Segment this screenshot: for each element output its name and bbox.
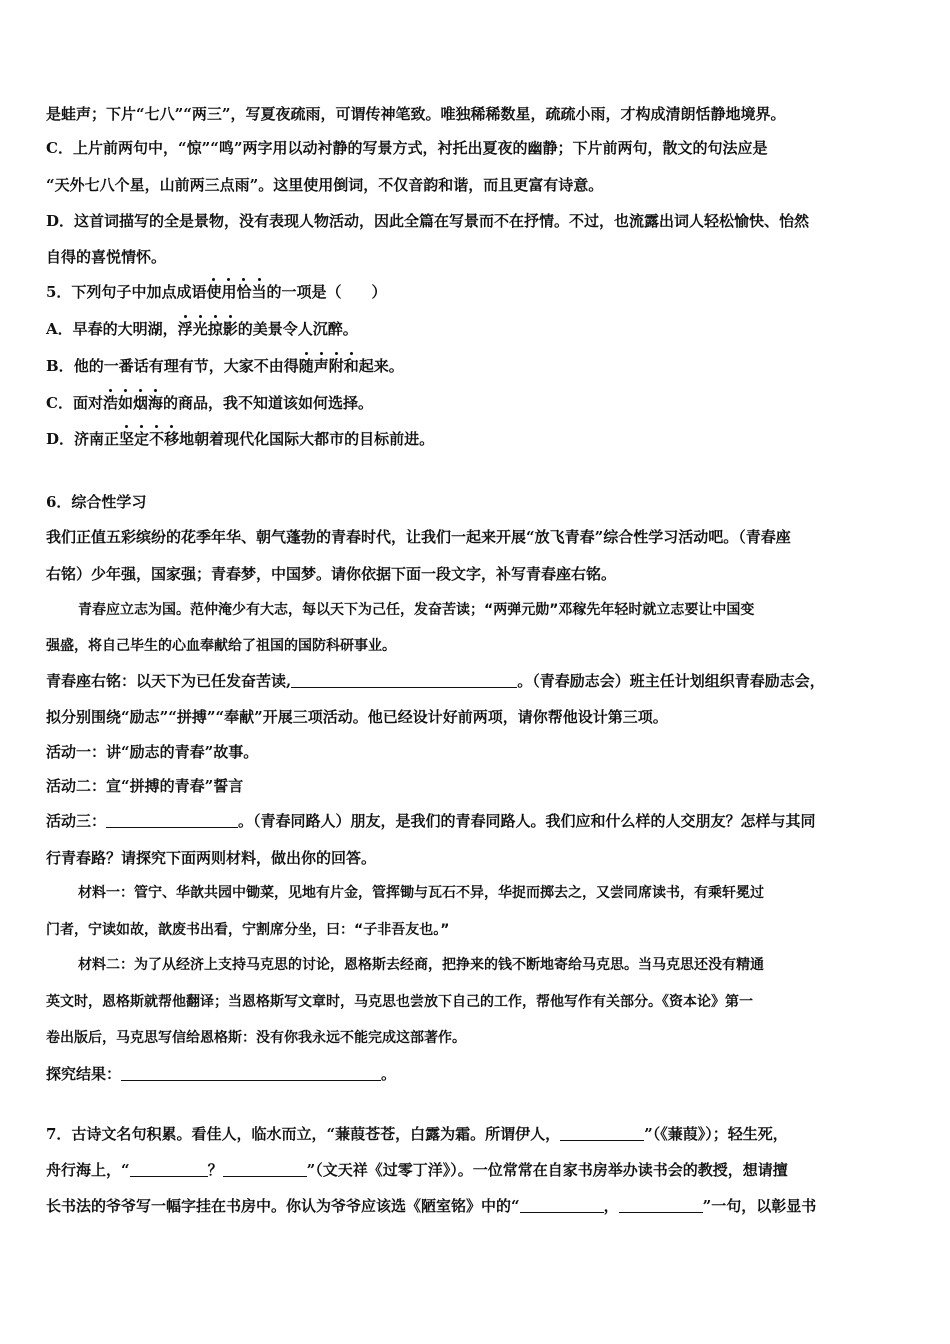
q7-blank-2[interactable] (130, 1160, 208, 1177)
dotted-character: 不 (149, 430, 165, 448)
q6-passage: 青春应立志为国。范仲淹少有大志，每以天下为己任，发奋苦读；“两弹元勋”邓稼先年轻时就立志要让中国变 (78, 602, 755, 618)
q7-text: ？ (207, 1161, 223, 1179)
q6-material-2-continued: 英文时，恩格斯就帮他翻译；当恩格斯写文章时，马克思也尝放下自己的工作，帮他写作有关部分。《资本论》第一 (46, 994, 753, 1010)
q5-stem (46, 282, 906, 302)
dotted-character: 附 (328, 357, 344, 375)
q6-material-1: 材料一：管宁、华歆共园中锄菜，见地有片金，管挥锄与瓦石不异，华捉而掷去之，又尝同席读书，有乘轩冕过 (78, 885, 764, 901)
option-text: 这首词描写的全是景物，没有表现人物活动，因此全篇在写景而不在抒情。不过，也流露出词人轻松愉快、怡然 (74, 212, 810, 230)
q5-option-d (46, 429, 906, 449)
dotted-idiom (103, 394, 163, 412)
q6-activity-3-continued: 行青春路？请探究下面两则材料，做出你的回答。 (46, 849, 377, 867)
q7-text: 舟行海上，“ (46, 1161, 130, 1179)
q4-option-d-continued: 自得的喜悦情怀。 (46, 248, 167, 266)
dotted-character: 恰 (236, 283, 252, 301)
q7-text: 7．古诗文名句积累。看佳人，临水而立，“蒹葭苍苍，白露为霜。所谓伊人， (46, 1125, 561, 1143)
activity-text: 。（青春同路人）朋友，是我们的青春同路人。我们应和什么样的人交朋友？怎样与其同 (238, 812, 816, 830)
dotted-character: 移 (164, 430, 180, 448)
dotted-character: 使 (206, 283, 222, 301)
q7-blank-4[interactable] (520, 1196, 604, 1213)
dotted-character: 光 (192, 320, 208, 338)
q5-stem-text: 5．下列句子中加点成语 (46, 283, 207, 301)
q7-text: ”（文天祥《过零丁洋》）。一位常常在自家书房举办读书会的教授，想请擅 (306, 1161, 788, 1179)
q5-option-b (46, 356, 906, 376)
q4-option-c (46, 138, 906, 158)
option-text: 上片前两句中，“惊”“鸣”两字用以动衬静的写景方式，衬托出夏夜的幽静；下片前两句，散文的句法应是 (72, 139, 768, 157)
option-text: 济南正 (74, 430, 120, 448)
q6-activity-1: 活动一：讲“励志的青春”故事。 (46, 743, 259, 761)
q6-material-2-end: 卷出版后，马克思写信给恩格斯：没有你我永远不能完成这部著作。 (46, 1030, 466, 1046)
dotted-character: 定 (134, 430, 150, 448)
q6-result-line (46, 1064, 906, 1084)
option-text: 面对 (72, 394, 103, 412)
dotted-character: 海 (148, 394, 164, 412)
motto-text: 青春座右铭：以天下为已任发奋苦读, (46, 672, 292, 690)
q7-text: ， (603, 1197, 619, 1215)
q7-blank-1[interactable] (560, 1124, 644, 1141)
dotted-character: 和 (343, 357, 359, 375)
option-label: C． (46, 139, 73, 157)
dotted-character: 坚 (119, 430, 135, 448)
dotted-character: 掠 (207, 320, 223, 338)
q6-activity-3 (46, 811, 906, 831)
dotted-character: 影 (222, 320, 238, 338)
option-text: 他的一番话有理有节，大家不由得 (73, 357, 299, 375)
q7-line-1 (46, 1124, 906, 1144)
q7-text: 长书法的爷爷写一幅字挂在书房中。你认为爷爷应该选《陋室铭》中的“ (46, 1197, 520, 1215)
dotted-idiom (299, 357, 359, 375)
result-label: 探究结果： (46, 1065, 122, 1083)
q6-intro: 我们正值五彩缤纷的花季年华、朝气蓬勃的青春时代，让我们一起来开展“放飞青春”综合性学习活动吧。（青春座 (46, 528, 791, 546)
option-text-end: 地朝着现代化国际大都市的目标前进。 (179, 430, 435, 448)
q7-blank-5[interactable] (619, 1196, 703, 1213)
q6-intro-continued: 右铭）少年强，国家强；青春梦，中国梦。请你依据下面一段文字，补写青春座右铭。 (46, 565, 617, 583)
q5-stem-text-end: 的一项是（ ） (266, 283, 387, 301)
activity-3-answer-blank[interactable] (106, 811, 238, 828)
q6-material-2: 材料二：为了从经济上支持马克思的讨论，恩格斯去经商，把挣来的钱不断地寄给马克思。当马克思还没有精通 (78, 957, 764, 973)
q6-plan: 拟分别围绕“励志”“拼搏”“奉献”开展三项活动。他已经设计好前两项，请你帮他设计第三项。 (46, 708, 668, 726)
q7-text: ”（《蒹葭》）；轻生死， (644, 1125, 788, 1143)
q6-motto-line (46, 671, 906, 691)
emphasis-dots (206, 283, 266, 301)
dotted-character: 烟 (133, 394, 149, 412)
q6-title: 6．综合性学习 (46, 493, 147, 511)
option-text-end: 起来。 (358, 357, 404, 375)
result-answer-blank[interactable] (121, 1064, 381, 1081)
q5-option-a (46, 319, 906, 339)
q7-text: ”一句，以彰显书 (702, 1197, 817, 1215)
q7-line-3 (46, 1196, 906, 1216)
dotted-character: 当 (251, 283, 267, 301)
q6-activity-2: 活动二：宣“拼搏的青春”誓言 (46, 777, 244, 795)
activity-label: 活动三： (46, 812, 107, 830)
option-label: D． (46, 212, 75, 230)
q6-material-1-continued: 门者，宁读如故，歆废书出看，宁割席分坐，曰：“子非吾友也。” (46, 922, 450, 938)
q7-line-2 (46, 1160, 906, 1180)
option-label: B． (46, 357, 74, 375)
dotted-idiom (178, 320, 238, 338)
option-text-end: 的商品，我不知道该如何选择。 (163, 394, 374, 412)
option-label: A． (46, 320, 73, 338)
option-label: C． (46, 394, 73, 412)
dotted-character: 浩 (102, 394, 118, 412)
dotted-character: 随 (298, 357, 314, 375)
motto-text-end: 。（青春励志会）班主任计划组织青春励志会， (517, 672, 825, 690)
option-label: D． (46, 430, 75, 448)
motto-answer-blank[interactable] (291, 671, 517, 688)
result-end: 。 (381, 1065, 397, 1083)
q6-passage-continued: 强盛，将自己毕生的心血奉献给了祖国的国防科研事业。 (46, 638, 396, 654)
dotted-character: 如 (117, 394, 133, 412)
dotted-character: 浮 (177, 320, 193, 338)
q4-option-c-continued: “天外七八个星，山前两三点雨”。这里使用倒词，不仅音韵和谐，而且更富有诗意。 (46, 176, 604, 194)
option-text: 早春的大明湖， (72, 320, 178, 338)
q7-blank-3[interactable] (223, 1160, 307, 1177)
option-text-end: 的美景令人沉醉。 (237, 320, 358, 338)
dotted-character: 声 (313, 357, 329, 375)
dotted-idiom (119, 430, 179, 448)
q4-analysis-line: 是蛙声；下片“七八”“两三”，写夏夜疏雨，可谓传神笔致。唯独稀稀数星，疏疏小雨，才构成清朗恬静地境界。 (46, 105, 786, 123)
dotted-character: 用 (221, 283, 237, 301)
q5-option-c (46, 393, 906, 413)
q4-option-d (46, 211, 906, 231)
